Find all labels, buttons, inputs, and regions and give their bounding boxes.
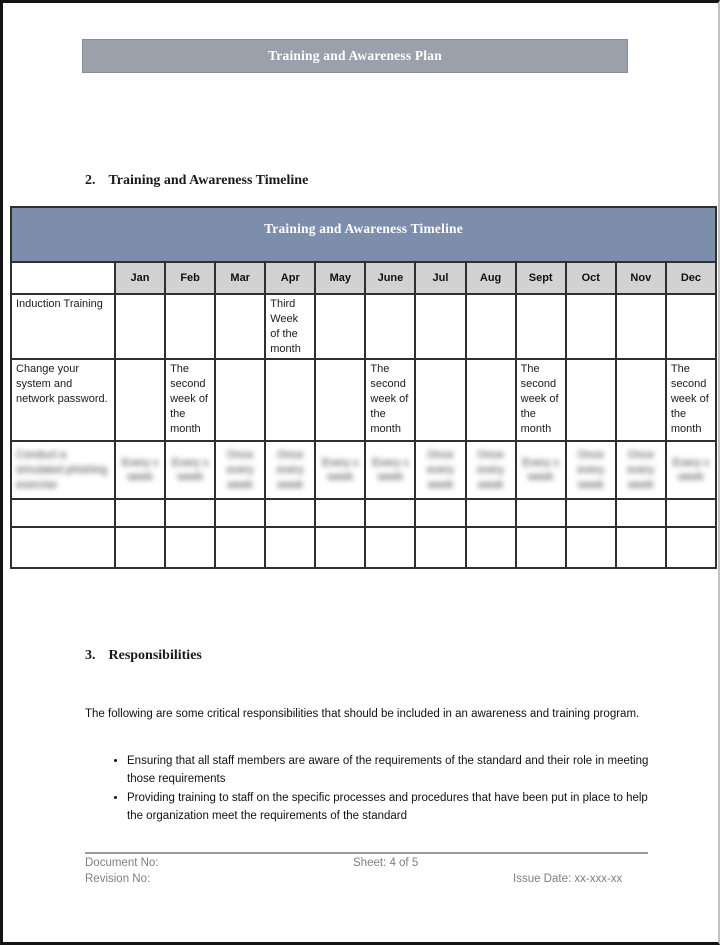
timeline-cell-text: Every x week [121,456,159,484]
row-label-cell [11,527,115,568]
timeline-cell-dec [666,527,716,568]
timeline-cell-dec [666,359,716,441]
timeline-cell-oct [566,359,616,441]
timeline-cell-jan [115,441,165,499]
month-header-aug: Aug [466,262,516,294]
timeline-cell-feb [165,359,215,441]
responsibilities-list [109,752,649,826]
timeline-cell-june [365,294,415,359]
timeline-cell-nov [616,499,666,527]
table-title: Training and Awareness Timeline [11,207,716,262]
timeline-cell-nov [616,294,666,359]
timeline-cell-dec [666,499,716,527]
table-row [11,499,716,527]
timeline-cell-aug [466,441,516,499]
timeline-cell-sept [516,527,566,568]
timeline-cell-oct [566,499,616,527]
timeline-cell-jul [415,441,465,499]
section-title: Responsibilities [108,648,202,663]
timeline-table [10,206,717,569]
section-heading-responsibilities [85,648,202,664]
timeline-cell-apr [265,527,315,568]
row-label: Induction Training [16,298,103,310]
timeline-cell-sept [516,359,566,441]
timeline-cell-mar [215,499,265,527]
timeline-cell-jan [115,499,165,527]
timeline-cell-nov [616,441,666,499]
month-header-dec: Dec [666,262,716,294]
month-header-jan: Jan [115,262,165,294]
timeline-cell-feb [165,527,215,568]
timeline-cell-mar [215,441,265,499]
timeline-cell-dec [666,294,716,359]
row-label-cell [11,441,115,499]
timeline-cell-jul [415,527,465,568]
timeline-cell-text: Third Week of the month [270,298,301,355]
timeline-cell-aug [466,294,516,359]
month-header-jul: Jul [415,262,465,294]
section-heading-timeline [85,173,308,189]
table-title-row [11,207,716,262]
timeline-cell-text: The second week of the month [370,363,409,435]
corner-cell [11,262,115,294]
document-title-banner [82,39,628,73]
table-row [11,294,716,359]
timeline-cell-mar [215,527,265,568]
responsibilities-intro: The following are some critical responsibilities that should be included in an awareness and training program. [85,708,640,720]
timeline-body [11,294,716,568]
timeline-cell-apr [265,499,315,527]
timeline-cell-may [315,294,365,359]
timeline-cell-text: Every x week [672,456,710,484]
timeline-cell-june [365,527,415,568]
row-label-cell [11,499,115,527]
timeline-cell-text: The second week of the month [670,363,709,435]
timeline-cell-apr [265,441,315,499]
table-row [11,527,716,568]
timeline-cell-apr [265,294,315,359]
timeline-cell-text: Every x week [372,456,409,484]
timeline-cell-text: Once every week [226,449,254,491]
timeline-cell-jan [115,527,165,568]
timeline-cell-oct [566,294,616,359]
month-header-feb: Feb [165,262,215,294]
month-header-apr: Apr [265,262,315,294]
timeline-cell-aug [466,359,516,441]
timeline-cell-text: Once every week [477,449,505,491]
timeline-cell-text: Once every week [577,449,605,491]
timeline-cell-feb [165,294,215,359]
timeline-cell-nov [616,527,666,568]
timeline-cell-nov [616,359,666,441]
footer-revision-no: Revision No: [85,873,151,885]
row-label: Change your system and network password. [16,363,108,406]
timeline-cell-mar [215,294,265,359]
section-number: 2. [85,173,96,188]
timeline-cell-text: The second week of the month [170,363,208,435]
timeline-cell-jul [415,499,465,527]
timeline-cell-aug [466,499,516,527]
timeline-cell-june [365,441,415,499]
timeline-cell-sept [516,441,566,499]
timeline-cell-text: The second week of the month [520,363,559,435]
timeline-cell-apr [265,359,315,441]
footer-divider [85,852,648,854]
timeline-cell-text: Every x week [322,456,359,484]
month-header-june: June [365,262,415,294]
timeline-cell-feb [165,499,215,527]
timeline-cell-may [315,441,365,499]
timeline-cell-oct [566,441,616,499]
row-label-cell [11,294,115,359]
footer-issue-date: Issue Date: xx-xxx-xx [513,873,623,885]
month-header-nov: Nov [616,262,666,294]
section-number: 3. [85,648,96,663]
document-title: Training and Awareness Plan [268,48,442,63]
timeline-cell-jan [115,359,165,441]
timeline-cell-june [365,359,415,441]
month-header-oct: Oct [566,262,616,294]
timeline-cell-text: Once every week [276,449,304,491]
month-header-sept: Sept [516,262,566,294]
section-title: Training and Awareness Timeline [108,173,309,188]
timeline-cell-text: Once every week [627,449,655,491]
month-header-mar: Mar [215,262,265,294]
timeline-cell-sept [516,499,566,527]
month-header-may: May [315,262,365,294]
timeline-cell-june [365,499,415,527]
timeline-cell-dec [666,441,716,499]
timeline-cell-text: Once every week [427,449,454,491]
table-row [11,441,716,499]
row-label: Conduct a simulated phishing exercise [16,449,108,491]
timeline-cell-may [315,499,365,527]
timeline-cell-jul [415,294,465,359]
timeline-cell-sept [516,294,566,359]
timeline-cell-mar [215,359,265,441]
timeline-cell-may [315,359,365,441]
timeline-cell-text: Every x week [522,456,559,484]
timeline-cell-jul [415,359,465,441]
timeline-cell-text: Every x week [171,456,209,484]
timeline-cell-feb [165,441,215,499]
table-row [11,359,716,441]
row-label-cell [11,359,115,441]
timeline-cell-jan [115,294,165,359]
timeline-cell-aug [466,527,516,568]
timeline-cell-may [315,527,365,568]
list-item: • Providing training to staff on the specific processes and procedures that have been put in place to help the organization meet the requirements of the standard [127,789,649,825]
timeline-cell-oct [566,527,616,568]
list-item: • Ensuring that all staff members are aware of the requirements of the standard and their role in meeting those requirements [127,752,649,788]
month-header-row [11,262,716,294]
footer-sheet: Sheet: 4 of 5 [353,857,419,869]
footer-document-no: Document No: [85,857,159,869]
